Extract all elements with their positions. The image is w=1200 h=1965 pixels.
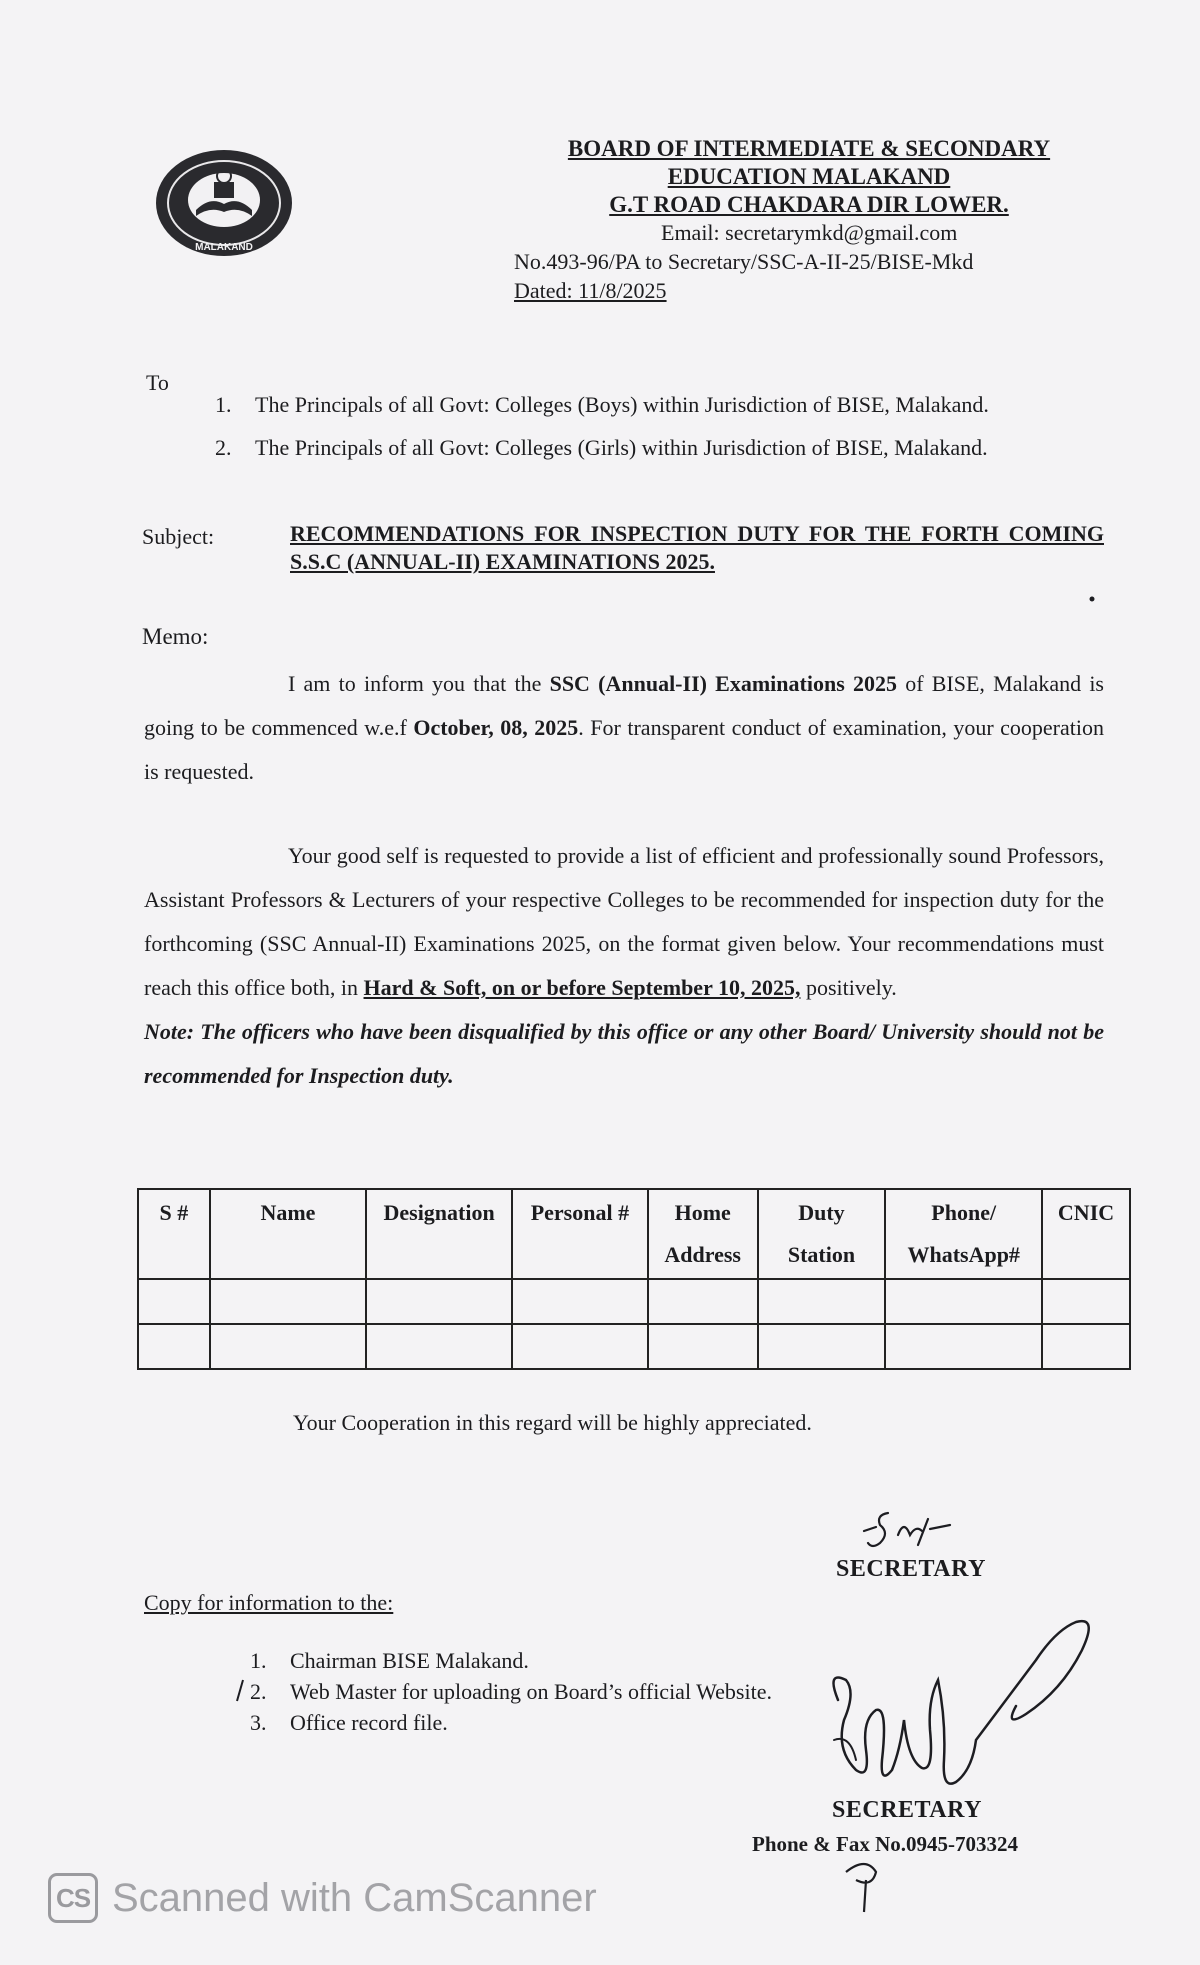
memo-label: Memo:: [142, 624, 209, 649]
table-cell: [885, 1279, 1042, 1324]
camscanner-watermark: [48, 1870, 597, 1926]
initials-signature: [858, 1505, 968, 1555]
table-cell: [138, 1279, 210, 1324]
camscanner-logo-icon: CS: [48, 1873, 98, 1923]
table-cell: [1042, 1324, 1130, 1369]
recipient-list: [215, 392, 989, 478]
column-header: CNIC: [1042, 1189, 1130, 1279]
table-cell: [648, 1279, 758, 1324]
table-cell: [366, 1279, 512, 1324]
table-row: [138, 1279, 1130, 1324]
table-cell: [512, 1279, 648, 1324]
column-header: Personal #: [512, 1189, 648, 1279]
board-email: Email: secretarymkd@gmail.com: [661, 220, 958, 245]
copy-item: 2. Web Master for uploading on Board’s official Website.: [250, 1679, 772, 1704]
subject-text: RECOMMENDATIONS FOR INSPECTION DUTY FOR THE FORTH COMING S.S.C (ANNUAL-II) EXAMINATIONS 2025.: [290, 521, 1104, 574]
table-cell: [885, 1324, 1042, 1369]
board-address: G.T ROAD CHAKDARA DIR LOWER.: [609, 192, 1009, 217]
recipient-item: 1. The Principals of all Govt: Colleges (Boys) within Jurisdiction of BISE, Malakand.: [215, 392, 989, 417]
table-cell: [648, 1324, 758, 1369]
letter-date: Dated: 11/8/2025: [514, 278, 667, 303]
column-header: Duty Station: [758, 1189, 886, 1279]
board-name-line-1: BOARD OF INTERMEDIATE & SECONDARY: [567, 136, 1051, 161]
column-header: Designation: [366, 1189, 512, 1279]
note-text: Note: The officers who have been disqualified by this office or any other Board/ University should not be recommended for Inspection duty.: [144, 1019, 1104, 1088]
table-cell: [210, 1279, 367, 1324]
recommendation-format-table: [137, 1188, 1131, 1370]
copy-item: 1. Chairman BISE Malakand.: [250, 1648, 529, 1673]
subject-label: Subject:: [142, 524, 215, 549]
to-label: To: [146, 370, 169, 395]
seal-text: MALAKAND: [195, 242, 253, 253]
table-cell: [1042, 1279, 1130, 1324]
copy-item: 3. Office record file.: [250, 1710, 448, 1735]
watermark-text: Scanned with CamScanner: [112, 1875, 597, 1920]
copy-list: [250, 1648, 772, 1741]
table-header-row: [138, 1189, 1130, 1279]
memo-paragraph-1: I am to inform you that the SSC (Annual-II) Examinations 2025 of BISE, Malakand is going to be commenced w.e.f October, 08, 2025. For transparent conduct of examination, your cooperation is requested.: [144, 671, 1104, 784]
copy-label: Copy for information to the:: [144, 1590, 394, 1615]
table-row: [138, 1324, 1130, 1369]
table-cell: [512, 1324, 648, 1369]
table-cell: [138, 1324, 210, 1369]
board-name-line-2: EDUCATION MALAKAND: [667, 164, 951, 189]
table-cell: [758, 1279, 886, 1324]
secretary-title-2: SECRETARY: [832, 1797, 982, 1823]
column-header: S #: [138, 1189, 210, 1279]
table-cell: [366, 1324, 512, 1369]
closing-line: Your Cooperation in this regard will be highly appreciated.: [293, 1410, 812, 1435]
memo-paragraph-2: Your good self is requested to provide a list of efficient and professionally sound Professors, Assistant Professors & Lecturers of your respective Colleges to be recommended for inspection duty for the forthcoming (SSC Annual-II) Examinations 2025, on the format given below. Your recommendations must reach this office both, in Hard & Soft, on or before September 10, 2025, positively. Note: The officers who have been disqualified by this office or any other Board/ University should not be recommended for Inspection duty.: [144, 834, 1104, 1098]
table-cell: [210, 1324, 367, 1369]
board-seal-logo: [152, 146, 297, 261]
column-header: Phone/ WhatsApp#: [885, 1189, 1042, 1279]
secretary-title-1: SECRETARY: [836, 1556, 986, 1582]
table-cell: [758, 1324, 886, 1369]
column-header: Name: [210, 1189, 367, 1279]
phone-fax: Phone & Fax No.0945-703324: [752, 1832, 1018, 1856]
column-header: Home Address: [648, 1189, 758, 1279]
reference-number: No.493-96/PA to Secretary/SSC-A-II-25/BISE-Mkd: [514, 249, 974, 274]
table-body: [138, 1279, 1130, 1369]
recipient-item: 2. The Principals of all Govt: Colleges (Girls) within Jurisdiction of BISE, Malakand.: [215, 435, 988, 460]
